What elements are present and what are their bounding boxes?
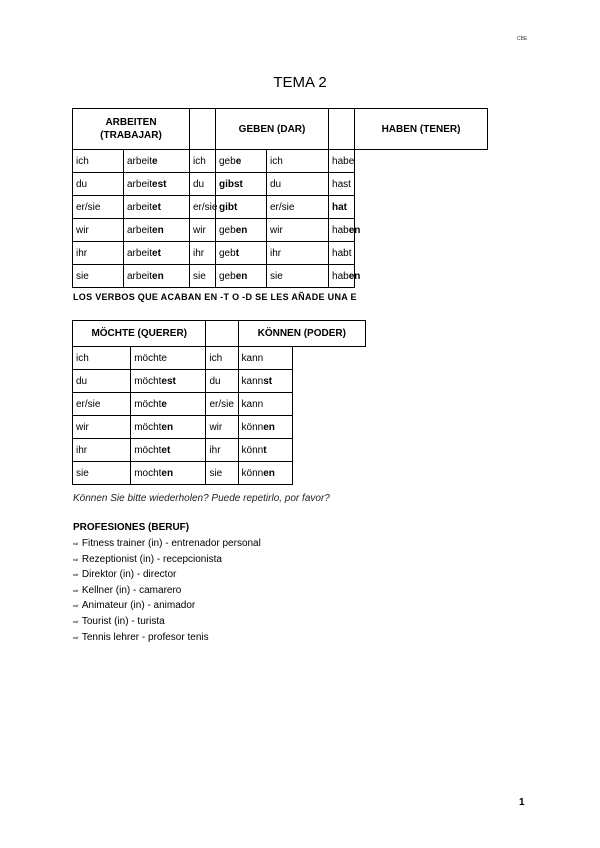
table-row	[73, 219, 488, 242]
verb-form-cell	[329, 219, 361, 242]
verb-form-cell	[329, 196, 355, 219]
pronoun-cell: wir	[73, 416, 131, 439]
verb-ending: hat	[332, 201, 348, 213]
verb-form-cell	[216, 265, 267, 288]
verb-ending: gibt	[219, 201, 238, 213]
verb-stem: könn	[241, 421, 264, 433]
verb-form-cell	[216, 242, 267, 265]
pronoun-cell: du	[190, 173, 216, 196]
table-row	[73, 416, 366, 439]
verb-stem: hab	[332, 270, 349, 282]
verb-stem: kann	[241, 352, 264, 364]
phrase-note: Können Sie bitte wiederholen? Puede repetirlo, por favor?	[73, 493, 330, 504]
pronoun-cell: du	[267, 173, 329, 196]
verb-stem: arbeit	[127, 247, 153, 259]
arrow-bullet-icon: ⇨	[73, 634, 79, 642]
pronoun-cell: ich	[73, 347, 131, 370]
arrow-bullet-icon: ⇨	[73, 572, 79, 580]
verb-ending: st	[263, 375, 273, 387]
pronoun-cell: wir	[190, 219, 216, 242]
verb-stem: geb	[219, 270, 236, 282]
column-spacer	[206, 321, 238, 347]
list-item: ⇨ Tennis lehrer - profesor tenis	[73, 631, 209, 643]
verb-form-cell	[238, 347, 292, 370]
table-row	[73, 462, 366, 485]
verb-stem: habe	[332, 155, 355, 167]
verb-ending: et	[161, 444, 171, 456]
verb-stem: möcht	[134, 444, 162, 456]
verb-stem: kann	[241, 375, 264, 387]
page-title: TEMA 2	[273, 74, 327, 91]
verb-stem: mocht	[134, 467, 162, 479]
verb-stem: könn	[241, 444, 264, 456]
verb-form-cell	[238, 462, 292, 485]
pronoun-cell: sie	[190, 265, 216, 288]
verb-stem: könn	[241, 467, 264, 479]
verb-ending: est	[152, 178, 167, 190]
verb-ending: en	[161, 467, 174, 479]
verb-ending: en	[263, 421, 275, 433]
verb-ending: gibst	[219, 178, 243, 190]
table-row	[73, 150, 488, 173]
pronoun-cell: ich	[206, 347, 238, 370]
pronoun-cell: er/sie	[190, 196, 216, 219]
list-item: ⇨ Tourist (in) - turista	[73, 615, 165, 627]
verb-form-cell	[131, 462, 206, 485]
verb-header: HABEN (TENER)	[355, 109, 488, 150]
arrow-bullet-icon: ⇨	[73, 556, 79, 564]
arrow-bullet-icon: ⇨	[73, 541, 79, 548]
verb-ending: e	[152, 155, 158, 167]
pronoun-cell: er/sie	[206, 393, 238, 416]
list-item: ⇨ Rezeptionist (in) - recepcionista	[73, 553, 222, 565]
verb-stem: geb	[219, 224, 236, 236]
table-row	[73, 265, 488, 288]
verb-stem: kann	[241, 398, 264, 410]
column-spacer	[190, 109, 216, 150]
pronoun-cell: er/sie	[73, 196, 124, 219]
verb-form-cell	[216, 196, 267, 219]
verb-stem: möcht	[134, 421, 162, 433]
verb-form-cell	[131, 439, 206, 462]
table-row	[73, 173, 488, 196]
verb-stem: hast	[332, 178, 351, 190]
pronoun-cell: du	[206, 370, 238, 393]
pronoun-cell: sie	[73, 265, 124, 288]
verb-form-cell	[329, 265, 361, 288]
conjugation-table-2	[72, 320, 366, 485]
pronoun-cell: sie	[267, 265, 329, 288]
arrow-bullet-icon: ⇨	[73, 587, 79, 595]
verb-stem: möchte	[134, 352, 167, 364]
verb-ending: en	[263, 467, 275, 479]
verb-form-cell	[238, 370, 292, 393]
list-item: ⇨ Animateur (in) - animador	[73, 600, 196, 612]
verb-form-cell	[131, 393, 206, 416]
table-row	[73, 196, 488, 219]
pronoun-cell: wir	[206, 416, 238, 439]
verb-form-cell	[124, 265, 190, 288]
verb-ending: en	[152, 224, 164, 236]
verb-stem: habt	[332, 247, 352, 259]
pronoun-cell: ihr	[267, 242, 329, 265]
verb-stem: arbeit	[127, 224, 153, 236]
verb-header: ARBEITEN (TRABAJAR)	[73, 109, 190, 150]
verb-form-cell	[216, 173, 267, 196]
list-item: ⇨ Direktor (in) - director	[73, 569, 177, 581]
verb-ending: t	[263, 444, 267, 456]
list-item: ⇨ Kellner (in) - camarero	[73, 584, 182, 596]
page-number: 1	[519, 797, 525, 808]
verb-stem: hab	[332, 224, 349, 236]
verb-ending: e	[235, 155, 242, 167]
conjugation-table-1	[72, 108, 488, 288]
rule-note: LOS VERBOS QUE ACABAN EN -T O -D SE LES AÑADE UNA E	[73, 292, 357, 302]
arrow-bullet-icon: ⇨	[73, 603, 79, 611]
verb-ending: en	[348, 224, 361, 236]
verb-form-cell	[124, 173, 190, 196]
list-item: ⇨ Fitness trainer (in) - entrenador personal	[73, 538, 261, 549]
verb-form-cell	[124, 196, 190, 219]
table-row	[73, 393, 366, 416]
verb-form-cell	[216, 219, 267, 242]
pronoun-cell: ich	[267, 150, 329, 173]
verb-header: KÖNNEN (PODER)	[238, 321, 365, 347]
pronoun-cell: ihr	[73, 242, 124, 265]
arrow-bullet-icon: ⇨	[73, 618, 79, 626]
verb-stem: geb	[219, 155, 236, 167]
verb-form-cell	[131, 416, 206, 439]
verb-form-cell	[329, 242, 355, 265]
verb-ending: en	[348, 270, 361, 282]
verb-stem: arbeit	[127, 270, 153, 282]
verb-stem: möcht	[134, 375, 162, 387]
verb-header: GEBEN (DAR)	[216, 109, 329, 150]
verb-stem: arbeit	[127, 155, 153, 167]
pronoun-cell: ihr	[190, 242, 216, 265]
pronoun-cell: du	[73, 370, 131, 393]
verb-stem: möcht	[134, 398, 162, 410]
column-spacer	[329, 109, 355, 150]
pronoun-cell: er/sie	[73, 393, 131, 416]
verb-form-cell	[238, 393, 292, 416]
pronoun-cell: ich	[73, 150, 124, 173]
verb-ending: en	[235, 224, 248, 236]
verb-stem: arbeit	[127, 201, 153, 213]
pronoun-cell: ihr	[73, 439, 131, 462]
pronoun-cell: ich	[190, 150, 216, 173]
pronoun-cell: ihr	[206, 439, 238, 462]
corner-mark: CBE	[517, 36, 528, 42]
pronoun-cell: sie	[206, 462, 238, 485]
verb-form-cell	[238, 416, 292, 439]
verb-form-cell	[124, 219, 190, 242]
verb-ending: en	[161, 421, 174, 433]
professions-list	[73, 537, 261, 646]
pronoun-cell: du	[73, 173, 124, 196]
verb-ending: e	[161, 398, 167, 410]
verb-stem: arbeit	[127, 178, 153, 190]
professions-heading: PROFESIONES (BERUF)	[73, 522, 190, 533]
verb-form-cell	[329, 173, 355, 196]
verb-ending: est	[161, 375, 176, 387]
verb-form-cell	[131, 370, 206, 393]
verb-form-cell	[124, 150, 190, 173]
verb-form-cell	[329, 150, 355, 173]
verb-form-cell	[131, 347, 206, 370]
table-row	[73, 347, 366, 370]
verb-ending: et	[152, 247, 161, 259]
verb-ending: en	[152, 270, 164, 282]
verb-ending: t	[235, 247, 240, 259]
verb-stem: geb	[219, 247, 236, 259]
pronoun-cell: wir	[267, 219, 329, 242]
pronoun-cell: sie	[73, 462, 131, 485]
verb-form-cell	[238, 439, 292, 462]
pronoun-cell: wir	[73, 219, 124, 242]
verb-form-cell	[216, 150, 267, 173]
verb-header: MÖCHTE (QUERER)	[73, 321, 206, 347]
verb-ending: et	[152, 201, 161, 213]
pronoun-cell: er/sie	[267, 196, 329, 219]
verb-ending: en	[235, 270, 248, 282]
verb-form-cell	[124, 242, 190, 265]
table-row	[73, 439, 366, 462]
table-row	[73, 242, 488, 265]
table-row	[73, 370, 366, 393]
